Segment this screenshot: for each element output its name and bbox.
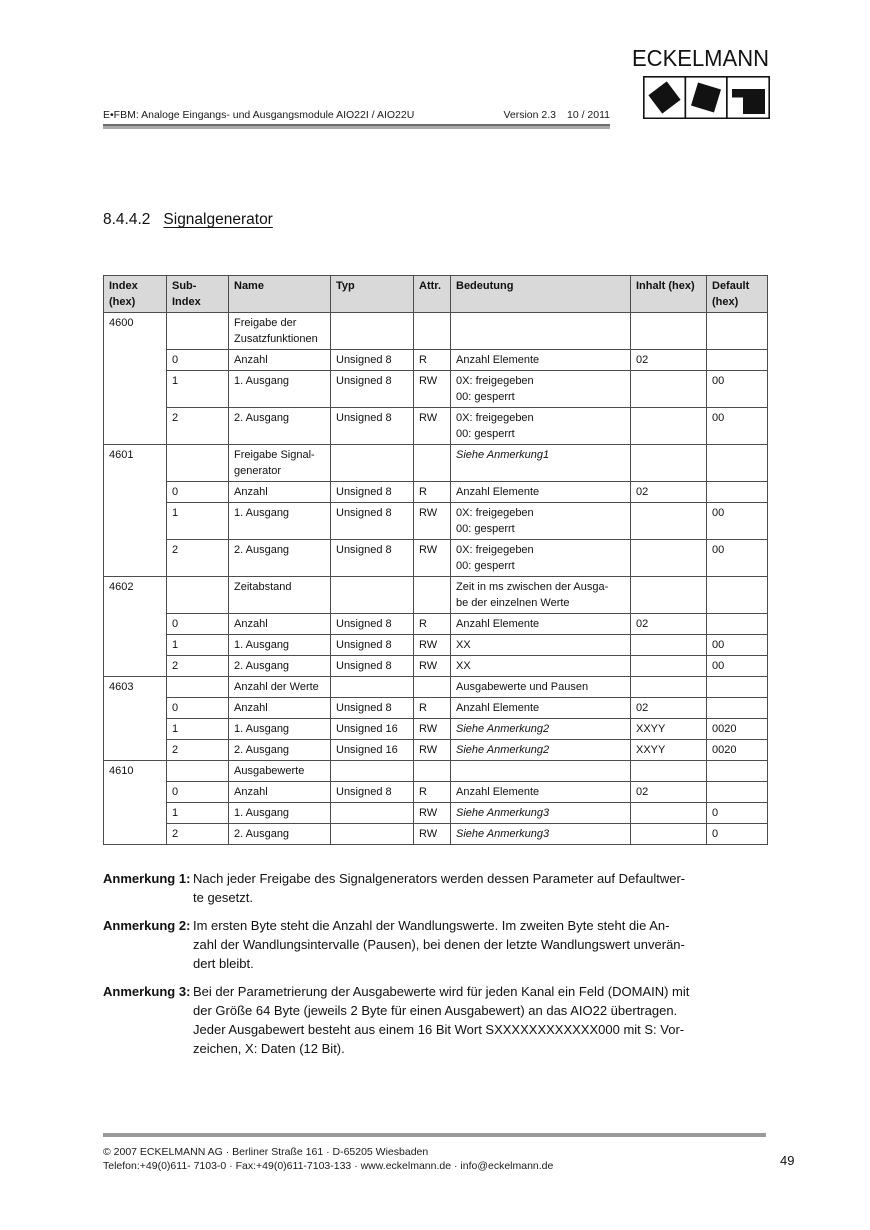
cell-name: 2. Ausgang (229, 824, 331, 845)
cell-typ: Unsigned 8 (331, 540, 414, 577)
cell-default: 00 (707, 503, 768, 540)
cell-default: 0020 (707, 719, 768, 740)
cell-sub-index (167, 577, 229, 614)
column-header: Bedeutung (451, 276, 631, 313)
column-header: Sub- Index (167, 276, 229, 313)
table-row (104, 782, 768, 803)
cell-default (707, 698, 768, 719)
cell-name: 2. Ausgang (229, 740, 331, 761)
cell-bedeutung: 0X: freigegeben 00: gesperrt (451, 503, 631, 540)
cell-bedeutung: Siehe Anmerkung3 (451, 803, 631, 824)
cell-name: Anzahl (229, 698, 331, 719)
cell-attr: RW (414, 408, 451, 445)
cell-inhalt: 02 (631, 698, 707, 719)
cell-sub-index (167, 445, 229, 482)
cell-typ: Unsigned 8 (331, 482, 414, 503)
footer-rule (103, 1133, 766, 1137)
cell-sub-index (167, 677, 229, 698)
cell-name: Anzahl (229, 614, 331, 635)
cell-inhalt (631, 503, 707, 540)
cell-attr (414, 445, 451, 482)
cell-attr (414, 677, 451, 698)
column-header: Default (hex) (707, 276, 768, 313)
cell-default (707, 445, 768, 482)
note-text: Im ersten Byte steht die Anzahl der Wandlungswerte. Im zweiten Byte steht die An- zahl der Wandlungsintervalle (Pausen), bei denen der letzte Wandlungswert unverän- dert bleibt. (193, 918, 685, 971)
cell-default: 00 (707, 540, 768, 577)
cell-default (707, 577, 768, 614)
footer-address: © 2007 ECKELMANN AG · Berliner Straße 161 · D-65205 Wiesbaden (103, 1146, 429, 1158)
cell-typ: Unsigned 8 (331, 782, 414, 803)
cell-default: 00 (707, 371, 768, 408)
cell-sub-index: 1 (167, 503, 229, 540)
cell-sub-index: 2 (167, 740, 229, 761)
footer-text (103, 1145, 723, 1173)
cell-name: 2. Ausgang (229, 656, 331, 677)
cell-typ (331, 313, 414, 350)
cell-sub-index: 0 (167, 698, 229, 719)
table-row (104, 371, 768, 408)
note (103, 982, 769, 1058)
cell-sub-index: 1 (167, 719, 229, 740)
page-header (103, 109, 610, 129)
cell-default (707, 614, 768, 635)
cell-bedeutung: Zeit in ms zwischen der Ausga- be der einzelnen Werte (451, 577, 631, 614)
table-row (104, 677, 768, 698)
cell-sub-index (167, 313, 229, 350)
cell-attr: R (414, 482, 451, 503)
cell-inhalt (631, 445, 707, 482)
cell-bedeutung: Siehe Anmerkung1 (451, 445, 631, 482)
cell-sub-index: 0 (167, 350, 229, 371)
cell-name: 1. Ausgang (229, 503, 331, 540)
logo-mark-icon (643, 76, 770, 119)
cell-typ: Unsigned 8 (331, 698, 414, 719)
cell-attr: RW (414, 824, 451, 845)
note (103, 916, 769, 973)
column-header: Attr. (414, 276, 451, 313)
cell-inhalt (631, 540, 707, 577)
cell-default (707, 677, 768, 698)
cell-typ: Unsigned 8 (331, 656, 414, 677)
cell-index: 4602 (104, 577, 167, 677)
cell-sub-index: 0 (167, 782, 229, 803)
column-header: Typ (331, 276, 414, 313)
eckelmann-logo (632, 46, 770, 119)
cell-inhalt (631, 677, 707, 698)
note-label: Anmerkung 2: (103, 918, 191, 933)
cell-bedeutung (451, 313, 631, 350)
cell-attr: RW (414, 371, 451, 408)
cell-bedeutung: 0X: freigegeben 00: gesperrt (451, 540, 631, 577)
table-row (104, 482, 768, 503)
cell-index: 4610 (104, 761, 167, 845)
cell-default (707, 313, 768, 350)
table-row (104, 577, 768, 614)
cell-inhalt (631, 803, 707, 824)
cell-default: 0020 (707, 740, 768, 761)
cell-default: 00 (707, 656, 768, 677)
cell-sub-index: 2 (167, 656, 229, 677)
doc-title: E•FBM: Analoge Eingangs- und Ausgangsmodule AIO22I / AIO22U (103, 109, 415, 121)
cell-default (707, 761, 768, 782)
version-label: Version 2.3 (503, 109, 556, 121)
cell-inhalt (631, 408, 707, 445)
cell-inhalt: XXYY (631, 719, 707, 740)
note-label: Anmerkung 3: (103, 984, 191, 999)
cell-typ (331, 824, 414, 845)
note-label: Anmerkung 1: (103, 871, 191, 886)
cell-typ (331, 803, 414, 824)
cell-default (707, 782, 768, 803)
table-container (103, 275, 768, 845)
cell-attr: RW (414, 503, 451, 540)
cell-name: Anzahl (229, 782, 331, 803)
notes-section (103, 869, 769, 1067)
cell-default (707, 350, 768, 371)
cell-typ: Unsigned 8 (331, 635, 414, 656)
cell-bedeutung: Siehe Anmerkung2 (451, 719, 631, 740)
cell-inhalt (631, 313, 707, 350)
table-head (104, 276, 768, 313)
cell-bedeutung: Anzahl Elemente (451, 698, 631, 719)
cell-bedeutung: Anzahl Elemente (451, 782, 631, 803)
note (103, 869, 769, 907)
cell-inhalt (631, 577, 707, 614)
table-row (104, 408, 768, 445)
cell-inhalt (631, 761, 707, 782)
cell-name: 1. Ausgang (229, 635, 331, 656)
note-text: Nach jeder Freigabe des Signalgenerators werden dessen Parameter auf Defaultwer- te gesetzt. (193, 871, 686, 905)
cell-sub-index: 0 (167, 482, 229, 503)
cell-typ: Unsigned 8 (331, 614, 414, 635)
cell-attr: R (414, 698, 451, 719)
table-header-row (104, 276, 768, 313)
cell-sub-index (167, 761, 229, 782)
cell-sub-index: 2 (167, 408, 229, 445)
version-info (503, 109, 610, 121)
cell-bedeutung: XX (451, 635, 631, 656)
table-row (104, 803, 768, 824)
parameters-table (103, 275, 768, 845)
table-row (104, 635, 768, 656)
cell-typ: Unsigned 8 (331, 503, 414, 540)
cell-typ (331, 577, 414, 614)
cell-typ: Unsigned 16 (331, 719, 414, 740)
cell-name: Zeitabstand (229, 577, 331, 614)
cell-name: 1. Ausgang (229, 719, 331, 740)
cell-default: 0 (707, 824, 768, 845)
cell-sub-index: 2 (167, 824, 229, 845)
cell-default: 0 (707, 803, 768, 824)
cell-typ: Unsigned 8 (331, 371, 414, 408)
cell-inhalt: 02 (631, 482, 707, 503)
cell-name: Freigabe der Zusatzfunktionen (229, 313, 331, 350)
cell-inhalt: 02 (631, 614, 707, 635)
table-row (104, 698, 768, 719)
cell-sub-index: 1 (167, 635, 229, 656)
cell-name: Anzahl (229, 482, 331, 503)
cell-sub-index: 2 (167, 540, 229, 577)
cell-inhalt (631, 635, 707, 656)
cell-attr (414, 577, 451, 614)
page-number: 49 (780, 1153, 795, 1168)
cell-name: 2. Ausgang (229, 408, 331, 445)
cell-bedeutung: Anzahl Elemente (451, 482, 631, 503)
cell-typ: Unsigned 8 (331, 408, 414, 445)
table-row (104, 313, 768, 350)
cell-index: 4603 (104, 677, 167, 761)
column-header: Inhalt (hex) (631, 276, 707, 313)
column-header: Name (229, 276, 331, 313)
cell-inhalt: XXYY (631, 740, 707, 761)
cell-bedeutung (451, 761, 631, 782)
cell-name: Freigabe Signal- generator (229, 445, 331, 482)
section-number: 8.4.4.2 (103, 211, 151, 228)
cell-inhalt (631, 371, 707, 408)
cell-attr: RW (414, 635, 451, 656)
cell-bedeutung: Anzahl Elemente (451, 614, 631, 635)
version-date: 10 / 2011 (566, 109, 610, 121)
cell-typ (331, 677, 414, 698)
svg-text:ECKELMANN: ECKELMANN (632, 46, 769, 70)
table-row (104, 740, 768, 761)
cell-name: 1. Ausgang (229, 371, 331, 408)
table-row (104, 719, 768, 740)
cell-name: 1. Ausgang (229, 803, 331, 824)
cell-typ (331, 761, 414, 782)
cell-typ: Unsigned 8 (331, 350, 414, 371)
cell-typ (331, 445, 414, 482)
cell-name: 2. Ausgang (229, 540, 331, 577)
cell-attr: RW (414, 656, 451, 677)
cell-default: 00 (707, 408, 768, 445)
cell-sub-index: 1 (167, 803, 229, 824)
note-text: Bei der Parametrierung der Ausgabewerte wird für jeden Kanal ein Feld (DOMAIN) mit der Größe 64 Byte (jeweils 2 Byte für einen Ausgabewert) an das AIO22 übertragen. Jeder Ausgabewert besteht aus einem 16 Bit Wort SXXXXXXXXXXXX000 mit S: Vor- zeichen, X: Daten (12 Bit). (193, 984, 690, 1056)
cell-inhalt: 02 (631, 350, 707, 371)
cell-attr: RW (414, 740, 451, 761)
cell-attr (414, 761, 451, 782)
cell-index: 4601 (104, 445, 167, 577)
table-row (104, 614, 768, 635)
footer-contact: Telefon:+49(0)611- 7103-0 · Fax:+49(0)611-7103-133 · www.eckelmann.de · info@eckelmann.de (103, 1160, 554, 1172)
cell-bedeutung: XX (451, 656, 631, 677)
cell-bedeutung: Siehe Anmerkung2 (451, 740, 631, 761)
logo-wordmark (632, 46, 770, 70)
cell-attr: R (414, 614, 451, 635)
column-header: Index (hex) (104, 276, 167, 313)
cell-attr: R (414, 782, 451, 803)
cell-bedeutung: Anzahl Elemente (451, 350, 631, 371)
cell-inhalt (631, 656, 707, 677)
table-row (104, 656, 768, 677)
cell-bedeutung: Siehe Anmerkung3 (451, 824, 631, 845)
cell-sub-index: 1 (167, 371, 229, 408)
cell-attr: RW (414, 719, 451, 740)
cell-inhalt (631, 824, 707, 845)
cell-bedeutung: 0X: freigegeben 00: gesperrt (451, 408, 631, 445)
section-heading (103, 211, 273, 229)
table-row (104, 350, 768, 371)
section-title: Signalgenerator (163, 211, 273, 228)
cell-name: Anzahl der Werte (229, 677, 331, 698)
cell-default: 00 (707, 635, 768, 656)
header-rule (103, 124, 610, 129)
cell-attr: RW (414, 803, 451, 824)
cell-attr: RW (414, 540, 451, 577)
cell-sub-index: 0 (167, 614, 229, 635)
cell-attr: R (414, 350, 451, 371)
cell-bedeutung: Ausgabewerte und Pausen (451, 677, 631, 698)
table-row (104, 761, 768, 782)
cell-name: Ausgabewerte (229, 761, 331, 782)
cell-attr (414, 313, 451, 350)
cell-typ: Unsigned 16 (331, 740, 414, 761)
table-row (104, 540, 768, 577)
table-row (104, 445, 768, 482)
table-row (104, 824, 768, 845)
cell-inhalt: 02 (631, 782, 707, 803)
table-body (104, 313, 768, 845)
cell-default (707, 482, 768, 503)
cell-bedeutung: 0X: freigegeben 00: gesperrt (451, 371, 631, 408)
cell-name: Anzahl (229, 350, 331, 371)
table-row (104, 503, 768, 540)
cell-index: 4600 (104, 313, 167, 445)
